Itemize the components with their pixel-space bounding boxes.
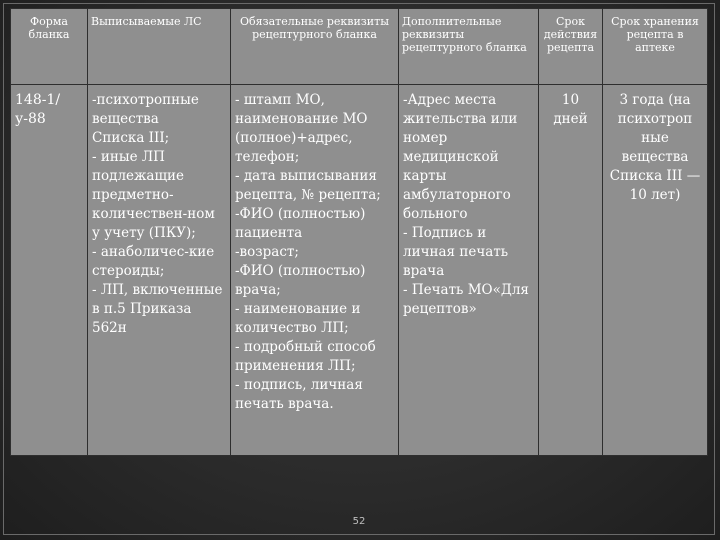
header-mandatory-details: Обязательные реквизиты рецептурного бланка — [231, 9, 399, 85]
table-row — [11, 85, 708, 456]
cell-drugs: -психотропные вещества Списка III; - иные ЛП подлежащие предметно-количествен-ном у учету (ПКУ); - анаболичес-кие стероиды; - ЛП, включенные в п.5 Приказа 562н — [88, 85, 231, 456]
cell-validity: 10 дней — [539, 85, 603, 456]
header-additional-details: Дополнительные реквизиты рецептурного бланка — [399, 9, 539, 85]
cell-mandatory-details: - штамп МО, наименование МО (полное)+адрес, телефон; - дата выписывания рецепта, № рецепта; -ФИО (полностью) пациента -возраст; -ФИО (полностью) врача; - наименование и количество ЛП; - подробный способ применения ЛП; - подпись, личная печать врача. — [231, 85, 399, 456]
header-validity: Срок действия рецепта — [539, 9, 603, 85]
header-drugs: Выписываемые ЛС — [88, 9, 231, 85]
header-form: Форма бланка — [11, 9, 88, 85]
cell-additional-details: -Адрес места жительства или номер медицинской карты амбулаторного больного - Подпись и личная печать врача - Печать МО«Для рецептов» — [399, 85, 539, 456]
cell-storage: 3 года (на психотроп ные вещества Списка III — 10 лет) — [603, 85, 708, 456]
header-storage: Срок хранения рецепта в аптеке — [603, 9, 708, 85]
page-number: 52 — [352, 516, 366, 527]
cell-form-code: 148-1/у-88 — [11, 85, 88, 456]
table-header-row — [11, 9, 708, 85]
prescription-form-table — [10, 8, 708, 456]
